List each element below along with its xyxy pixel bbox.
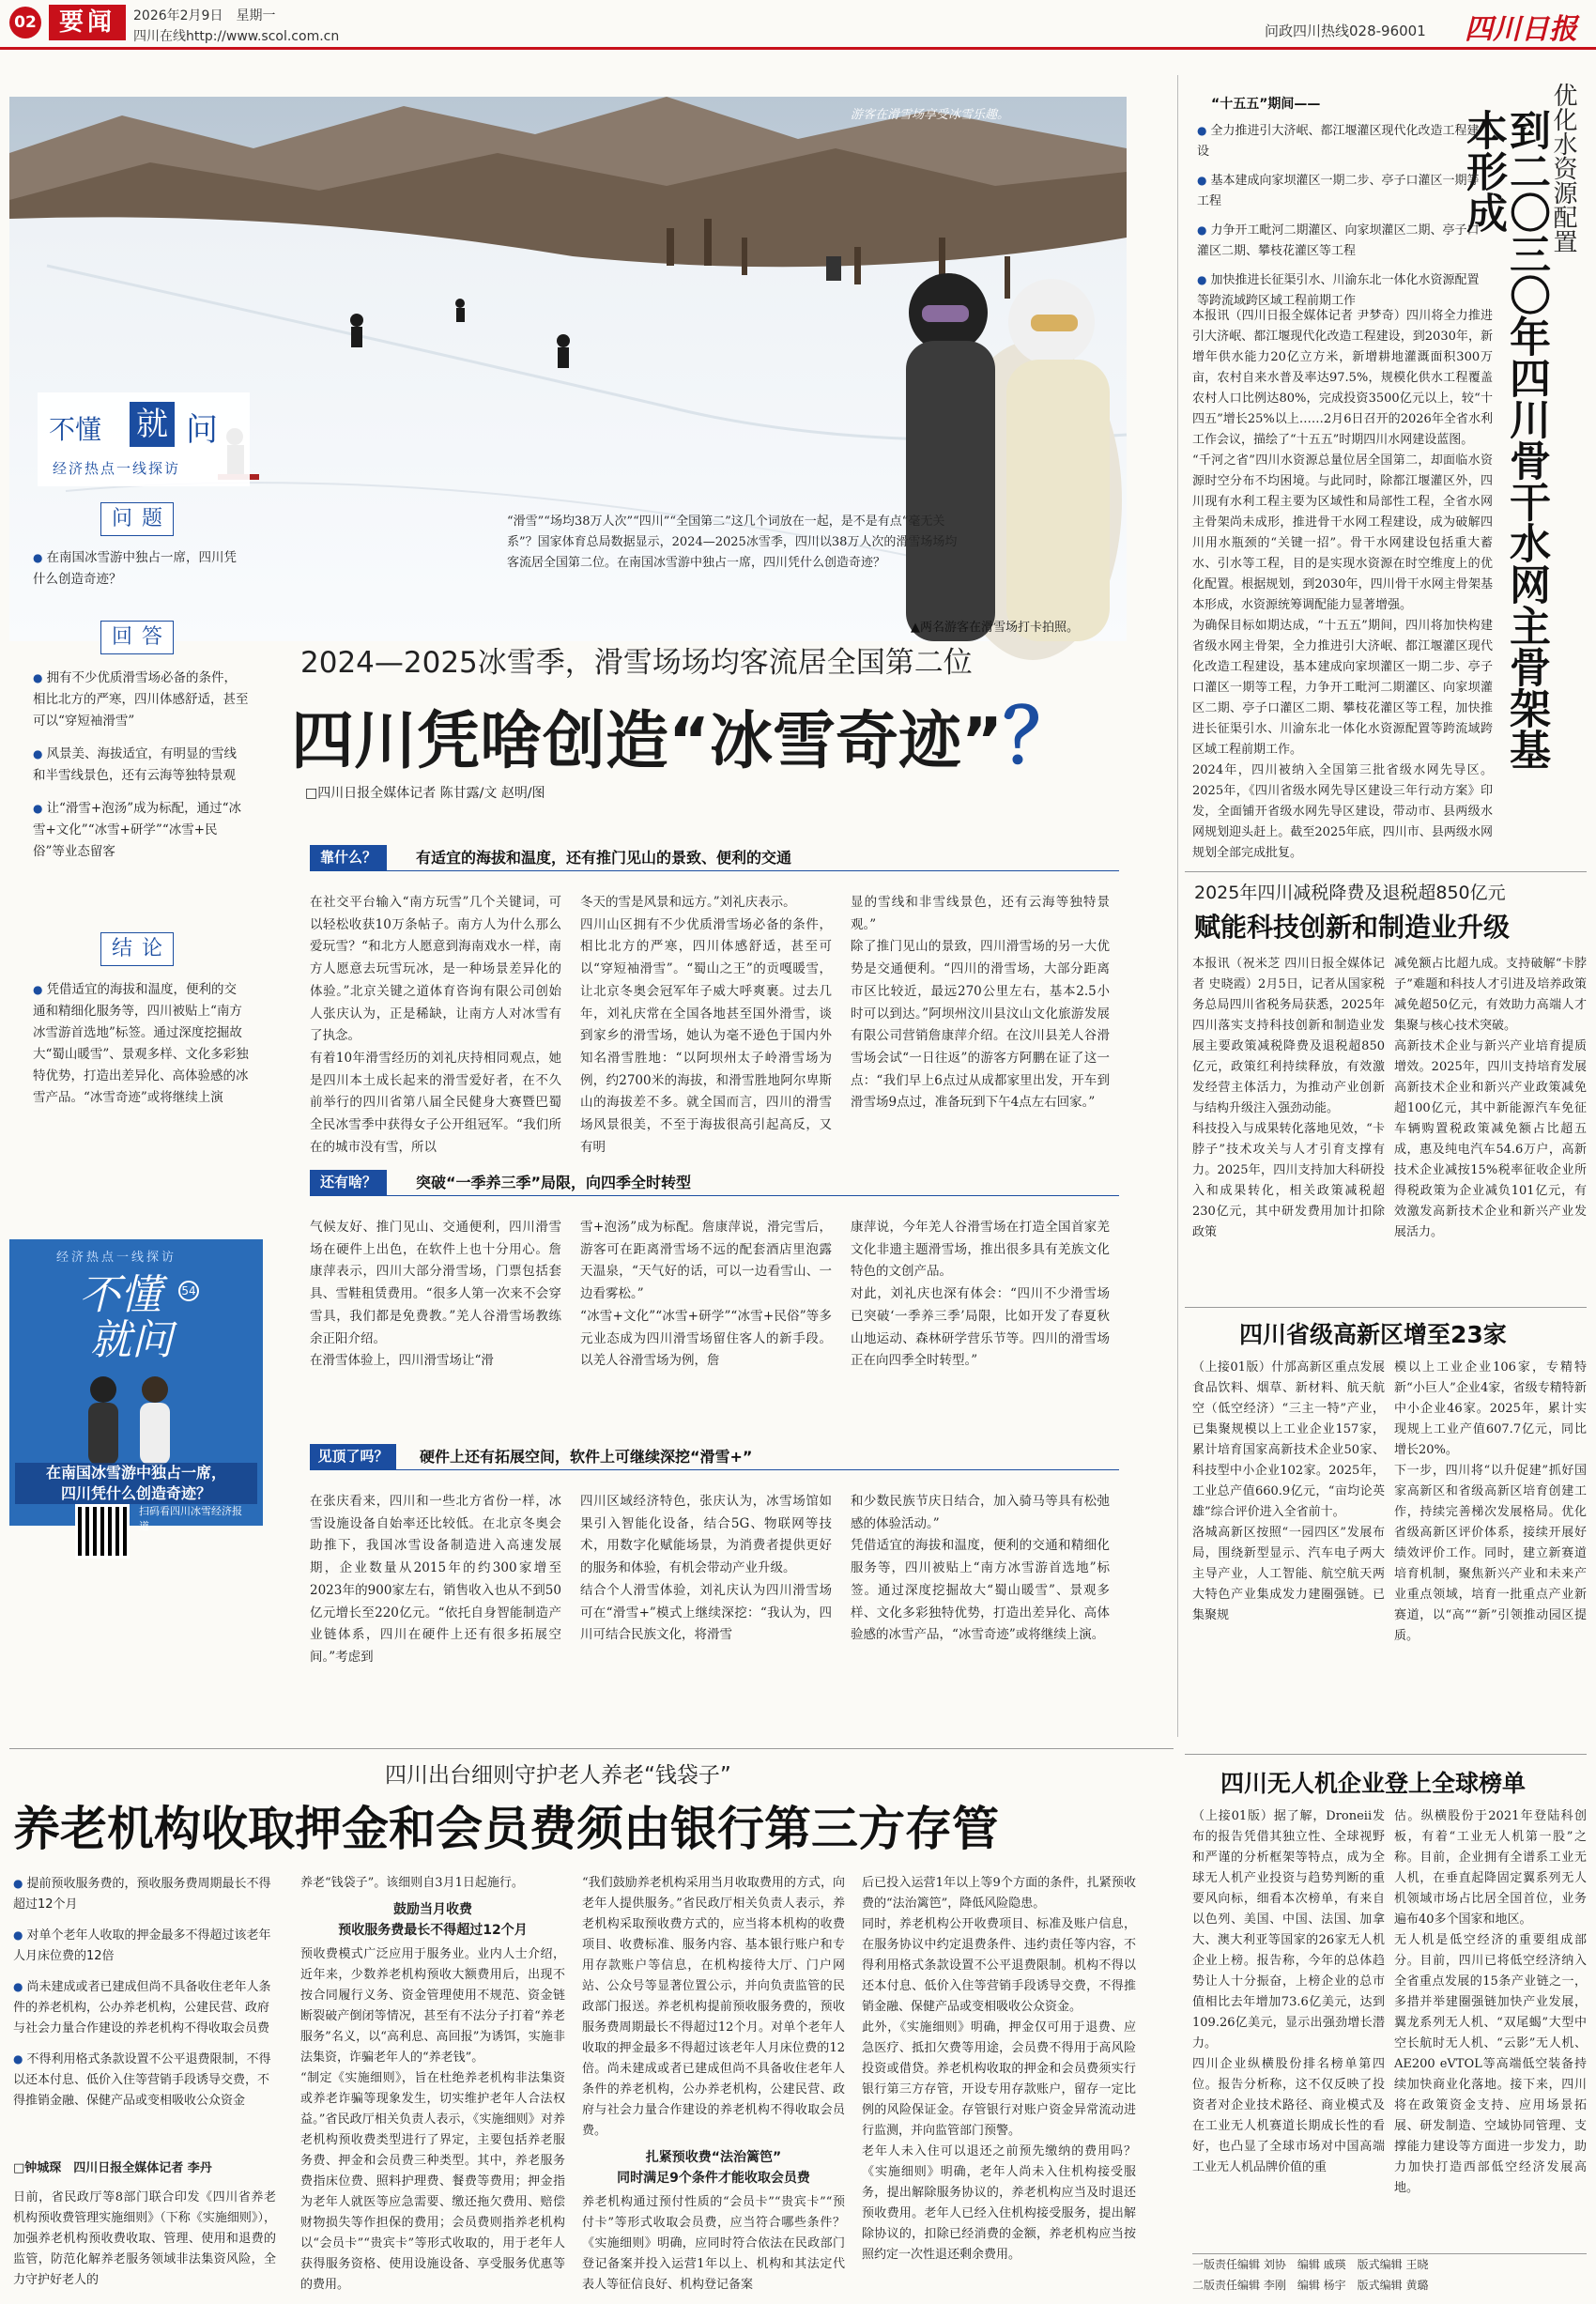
water-box-item: ● 基本建成向家坝灌区一期二步、亭子口灌区一期等工程 [1197, 170, 1488, 212]
elder-col-1: 日前，省民政厅等8部门联合印发《四川省养老机构预收费管理实施细则》（下称《实施细则》），加强养老机构预收费收取、管理、使用和退费的监管，防范化解养老服务领域非法集资风险，全力守护好老人的 [13, 2190, 276, 2287]
promo-header: 经济热点一线探访 [56, 1251, 177, 1265]
hero-kicker: 2024—2025冰雪季，滑雪场场均客流居全国第二位 [300, 646, 973, 680]
elder-col-2-lead: 养老“钱袋子”。该细则自3月1日起施行。 [300, 1876, 524, 1890]
promo-figures [66, 1371, 197, 1465]
column-divider [1177, 75, 1178, 1737]
elder-bullets [13, 1873, 276, 2121]
elder-top-rule [9, 1748, 1174, 1749]
promo-logo [79, 1273, 173, 1363]
elder-sub-2 [582, 2147, 845, 2189]
issue-date: 2026年2月9日 星期一 [133, 8, 276, 23]
hero-byline: □四川日报全媒体记者 陈甘露/文 赵明/图 [305, 786, 545, 801]
conclusion-text [33, 979, 249, 1120]
article-section-2 [296, 1170, 1122, 1433]
elder-sub-1 [300, 1899, 565, 1941]
drone-rule [1185, 1754, 1587, 1755]
elder-col-3 [582, 1873, 845, 2300]
page-number: 02 [9, 7, 41, 38]
elder-bullet: ● 对单个老年人收取的押金最多不得超过该老年人月床位费的12倍 [13, 1925, 276, 1967]
section-2-col-1: 气候友好、推门见山、交通便利，四川滑雪场在硬件上出色，在软件上也十分用心。詹康萍表示，四川大部分滑雪场，门票包括套具、雪鞋租赁费用。“很多人第一次来不会穿雪具，我们都是免费教。”羌人谷滑雪场教练余正阳介绍。 在滑雪体验上，四川滑雪场让“滑 [310, 1220, 561, 1369]
editor-credits [1192, 2253, 1587, 2296]
promo-qr-code [75, 1504, 130, 1559]
column-badge [38, 392, 250, 486]
section-2-rule [310, 1195, 1119, 1196]
conclusion-body: ● 凭借适宜的海拔和温度，便利的交通和精细化服务等，四川被贴上“南方冰雪游首选地”标签。通过深度挖掘故大“蜀山暖雪”、景观多样、文化多彩独特优势，打造出差异化、高体验感的冰雪产品。“冰雪奇迹”或将继续上演 [33, 979, 249, 1109]
tax-col-2: 减免额占比超九成。支持破解“卡脖子”难题和科技人才引进及培养政策减免超50亿元，有效助力高端人才集聚与核心技术突破。 高新技术企业与新兴产业培育提质增效。2025年，四川支持培育发展高新技术企业和新兴产业政策减免超100亿元，其中新能源汽车免征车辆购置税政策减免额占比超五成，惠及纯电汽车54.6万户，高新技术企业减按15%税率征收企业所得税政策为企业减负101亿元，有效激发高新技术企业和新兴产业发展活力。 [1394, 957, 1587, 1239]
hitech-title: 四川省级高新区增至23家 [1239, 1321, 1507, 1348]
section-2-col-3: 康萍说，今年羌人谷滑雪场在打造全国首家羌文化非遗主题滑雪场，推出很多具有羌族文化特色的文创产品。 对此，刘礼庆也深有体会：“四川不少滑雪场已突破‘一季养三季’局限，比如开发了春夏秋山地运动、森林研学营乐节等。四川的滑雪场正在向四季全时转型。” [851, 1220, 1110, 1369]
section-1-tag: 靠什么？ [310, 845, 387, 870]
elder-col-2 [300, 1873, 565, 2300]
tax-subtitle: 2025年四川减税降费及退税超850亿元 [1194, 883, 1506, 903]
section-3-rule [310, 1469, 1119, 1470]
question-label: 问题 [100, 502, 174, 536]
hero-title-main: 四川凭啥创造 [291, 704, 668, 777]
promo-box [9, 1239, 263, 1532]
section-3-col-1: 在张庆看来，四川和一些北方省份一样，冰雪设施设备自始率还比较低。在北京冬奥会助推下，我国冰雪设备制造进入高速发展期，企业数量从2015年的约300家增至2023年的900家左右，销售收入也从不到50亿元增长至220亿元。“依托自身智能制造产业链体系，四川在硬件上还有很多拓展空间。”考虑到 [310, 1494, 561, 1665]
promo-issue-badge: 54 [178, 1281, 199, 1301]
water-box-item: ● 力争开工毗河二期灌区、向家坝灌区二期、亭子口灌区二期、攀枝花灌区等工程 [1197, 220, 1488, 262]
elder-bullet: ● 不得利用格式条款设置不公平退费限制，不得以还本付息、低价入住等营销手段诱导交费，不得推销金融、保健产品或变相吸收公众资金 [13, 2049, 276, 2112]
section-1-rule [310, 870, 1119, 871]
drone-title: 四川无人机企业登上全球榜单 [1220, 1770, 1527, 1797]
column-title-right: 问 [186, 411, 218, 449]
answer-list [33, 668, 249, 874]
elder-col-4: 后已投入运营1年以上等9个方面的条件，扎紧预收费的“法治篱笆”，降低风险隐患。 同时，养老机构公开收费项目、标准及账户信息，在服务协议中约定退费条件、违约责任等内容，不得利用格式条款设置不公平退费限制。机构不得以还本付息、低价入住等营销手段诱导交费，不得推销金融、保健产品或变相吸收公众资金。 此外，《实施细则》明确，押金仅可用于退费、应急医疗、抵扣欠费等用途，会员费不得用于高风险投资或借贷。养老机构收取的押金和会员费须实行银行第三方存管，开设专用存款账户，留存一定比例的风险保证金。存管银行对账户资金异常流动进行监测，并向监管部门预警。 老年人未入住可以退还之前预先缴纳的费用吗？《实施细则》明确，老年人尚未入住机构接受服务，提出解除服务协议的，养老机构应当及时退还预收费用。老年人已经入住机构接受服务，提出解除协议的，扣除已经消费的金额，养老机构应当按照约定一次性退还剩余费用。 [862, 1876, 1136, 2262]
water-box-item: ● 全力推进引大济岷、都江堰灌区现代化改造工程建设 [1197, 120, 1488, 162]
page-header [0, 0, 1596, 49]
section-2-tag: 还有啥？ [310, 1170, 387, 1195]
hero-title-quote: “冰雪奇迹” [668, 704, 1004, 777]
column-subtitle: 经济热点一线探访 [53, 460, 181, 477]
promo-headline-1: 在南国冰雪游中独占一席， [45, 1464, 226, 1482]
promo-headline-2: 四川凭什么创造奇迹？ [60, 1484, 211, 1502]
section-3-tag: 见顶了吗？ [310, 1444, 396, 1469]
water-body: 本报讯（四川日报全媒体记者 尹梦奇）四川将全力推进引大济岷、都江堰现代化改造工程建设，到2030年，新增年供水能力20亿立方米，新增耕地灌溉面积300万亩，农村自来水普及率达97.5%，规模化供水工程覆盖农村人口比例达80%，完成投资3500亿元以上，较“十四五”增长25%以上……2月6日召开的2026年全省水利工作会议，描绘了“十五五”时期四川水网建设蓝图。 “千河之省”四川水资源总量位居全国第二，却面临水资源时空分布不均困境。与此同时，除都江堰灌区外，四川现有水利工程主要为区域性和局部性工程，全省水网主骨架尚未成形，推进骨干水网工程建设，成为破解四川用水瓶颈的“关键一招”。骨干水网建设包括重大蓄水、引水等工程，目的是实现水资源在时空维度上的优化配置。根据规划，到2030年，四川骨干水网主骨架基本形成，水资源统筹调配能力显著增强。 为确保目标如期达成，“十五五”期间，四川将加快构建省级水网主骨架，全力推进引大济岷、都江堰灌区现代化改造工程建设，基本建成向家坝灌区一期二步、亭子口灌区一期等工程，力争开工毗河二期灌区、向家坝灌区二期、亭子口灌区二期、攀枝花灌区等工程，加快推进长征渠引水、川渝东北一体化水资源配置等跨流域跨区域工程前期工作。 2024年，四川被纳入全国第三批省级水网先导区。2025年，《四川省级水网先导区建设三年行动方案》印发，全面铺开省级水网先导区建设，带动市、县两级水网规划迎头赶上。截至2025年底，四川市、县两级水网规划全部完成批复。 [1192, 309, 1493, 860]
credit-line: 一版责任编辑 刘协 编辑 戚瑛 版式编辑 王晓 [1192, 2258, 1429, 2271]
website: 四川在线http://www.scol.com.cn [133, 29, 340, 44]
conclusion-label: 结论 [100, 932, 174, 966]
drone-col-2: 估。纵横股份于2021年登陆科创板，有着“工业无人机第一股”之称。目前，企业拥有全谱系工业无人机，在垂直起降固定翼系列无人机领域市场占比居全国首位，业务遍布40多个国家和地区。 无人机是低空经济的重要组成部分。目前，四川已将低空经济纳入全省重点发展的15条产业链之一，多措并举建圈强链加快产业发展，翼龙系列无人机、“双尾蝎”大型中空长航时无人机、“云影”无人机、AE200 eVTOL等高端低空装备持续加快商业化落地。接下来，四川将在政策资金支持、应用场景拓展、研发制造、空域协同管理、支撑能力建设等方面进一步发力，助力加快打造西部低空经济发展高地。 [1394, 1809, 1587, 2195]
tax-title: 赋能科技创新和制造业升级 [1194, 912, 1511, 943]
hitech-col-2: 模以上工业企业106家，专精特新“小巨人”企业4家，省级专精特新中小企业46家。2025年，累计实现规上工业产值607.7亿元，同比增长20%。 下一步，四川将“以升促建”抓好国家高新区和省级高新区培育创建工作，持续完善梯次发展格局。优化省级高新区评价体系，接续开展好绩效评价工作。同时，建立新赛道培育机制，聚焦新兴产业和未来产业重点领域，培育一批重点产业新赛道，以“高”“新”引领推动园区提质。 [1394, 1360, 1587, 1643]
answer-label: 回答 [100, 621, 174, 654]
photo-caption: ▲两名游客在滑雪场打卡拍照。 [911, 621, 1079, 635]
header-rule [0, 47, 1596, 50]
section-1-col-2: 冬天的雪是风景和远方。”刘礼庆表示。 四川山区拥有不少优质滑雪场必备的条件，相比北方的严寒，四川体感舒适，甚至可以“穿短袖滑雪”。“蜀山之王”的贡嘎暖雪，让北京冬奥会冠军年子威大呼爽裹。过去几年，刘礼庆常在全国各地甚至国外滑雪，谈到家乡的滑雪场，她认为毫不逊色于国内外知名滑雪胜地：“以阿坝州太子岭滑雪场为例，约2700米的海拔，和滑雪胜地阿尔卑斯山的海拔差不多。就全国而言，四川的滑雪场风景很美，不至于海拔很高引起高反，又有明 [580, 895, 832, 1155]
section-1-col-1: 在社交平台输入“南方玩雪”几个关键词，可以轻松收获10万条帖子。南方人为什么那么爱玩雪？“和北方人愿意到海南戏水一样，南方人愿意去玩雪玩冰，是一种场景差异化的体验。”北京关键之道体育咨询有限公司创始人张庆认为，正是稀缺，让南方人对冰雪有了执念。 有着10年滑雪经历的刘礼庆持相同观点，她是四川本土成长起来的滑雪爱好者，在不久前举行的四川省第八届全民健身大赛暨巴蜀全民冰雪季中获得女子公开组冠军。“我们所在的城市没有雪，所以 [310, 895, 561, 1155]
promo-qr-note: 扫码看四川冰雪经济报道 [139, 1505, 242, 1532]
column-title-mid: 就 [130, 402, 175, 447]
section-3-col-2: 四川区域经济特色，张庆认为，冰雪场馆如果引入智能化设备，结合5G、物联网等技术，用数字化赋能场景，为消费者提供更好的服务和体验，有机会带动产业升级。 结合个人滑雪体验，刘礼庆认为四川滑雪场可在“滑雪+”模式上继续深挖：“我认为，四川可结合民族文化，将滑雪 [580, 1494, 832, 1643]
qa-sidebar [33, 502, 249, 1141]
hero-title [291, 676, 1078, 784]
hero-title-qmark: ？ [1003, 693, 1079, 780]
elder-sub-1a: 鼓励当月收费 [393, 1902, 472, 1917]
water-title-main: 到二〇三〇年四川骨干水网主骨架基本形成 [1459, 109, 1550, 770]
elder-bullet: ● 尚未建成或者已建成但尚不具备收住老年人条件的养老机构，公办养老机构，公建民营、政府与社会力量合作建设的养老机构不得收取会员费 [13, 1976, 276, 2039]
answer-item: ● 拥有不少优质滑雪场必备的条件，相比北方的严寒，四川体感舒适，甚至可以“穿短袖滑雪” [33, 668, 249, 732]
elder-col-2-body: 预收费模式广泛应用于服务业。业内人士介绍，近年来，少数养老机构预收大额费用后，出现不按合同履行义务、资金管理使用不规范、资金链断裂破产倒闭等情况，甚至有不法分子打着“养老服务”名义，以“高利息、高回报”为诱饵，实施非法集资，诈骗老年人的“养老钱”。 “制定《实施细则》，旨在杜绝养老机构非法集资或养老诈骗等现象发生，切实维护老年人合法权益。”省民政厅相关负责人表示，《实施细则》对养老机构预收费类型进行了界定，主要包括养老服务费、押金和会员费三种类型。其中，养老服务费指床位费、照料护理费、餐费等费用；押金指为老年人就医等应急需要、缴还拖欠费用、赔偿财物损失等作担保的费用；会员费则指养老机构以“会员卡”“贵宾卡”等形式收取的，用于老年人获得服务资格、使用设施设备、享受服务优惠等的费用。 [300, 1947, 565, 2292]
section-3-col-3: 和少数民族节庆日结合，加入骑马等具有松弛感的体验活动。” 凭借适宜的海拔和温度，便利的交通和精细化服务等，四川被贴上“南方冰雪游首选地”标签。通过深度挖掘故大“蜀山暖雪”、景观多样、文化多彩独特优势，打造出差异化、高体验感的冰雪产品，“冰雪奇迹”或将继续上演。 [851, 1494, 1110, 1643]
question-body: ● 在南国冰雪游中独占一席，四川凭什么创造奇迹？ [33, 547, 249, 591]
article-section-3 [296, 1444, 1122, 1749]
section-name: 要闻 [49, 5, 126, 40]
elder-title: 养老机构收取押金和会员费须由银行第三方存管 [13, 1802, 999, 1856]
section-2-title: 突破“一季养三季”局限，向四季全时转型 [416, 1174, 692, 1191]
tax-col-1: 本报讯（祝米芝 四川日报全媒体记者 史晓霞）2月5日，记者从国家税务总局四川省税务局获悉，2025年四川落实支持科技创新和制造业发展主要政策减税降费及退税超850亿元，政策红利持续释放，有效激发经营主体活力，为推动产业创新与结构升级注入强劲动能。 科技投入与成果转化落地见效，“卡脖子”技术攻关与人才引育支撑有力。2025年，四川支持加大科研投入和成果转化，相关政策减税超230亿元，其中研发费用加计扣除政策 [1192, 957, 1385, 1239]
elder-col-3-tail: 养老机构通过预付性质的“会员卡”“贵宾卡”“预付卡”等形式收取会员费，应当符合哪些条件？《实施细则》明确，应同时符合依法在民政部门登记备案并投入运营1年以上、机构和其法定代表人等征信良好、机构登记备案 [582, 2195, 845, 2292]
credit-line: 二版责任编辑 李刚 编辑 杨宇 版式编辑 黄璐 [1192, 2279, 1429, 2292]
answer-item: ● 让“滑雪+泡汤”成为标配，通过“冰雪+文化”“冰雪+研学”“冰雪+民俗”等业态留客 [33, 798, 249, 863]
water-box-list [1197, 120, 1488, 319]
elder-sub-2b: 同时满足9个条件才能收取会员费 [617, 2171, 810, 2186]
article-section-1 [296, 845, 1122, 1155]
section-1-col-3: 显的雪线和非雪线景色，还有云海等独特景观。” 除了推门见山的景致，四川滑雪场的另一大优势是交通便利。“四川的滑雪场，大部分距离市区比较近，最远270公里左右，基本2.5小时可以到达。”阿坝州汶川县汶山文化旅游发展有限公司营销詹康萍介绍。在汶川县羌人谷滑雪场会试“一日往返”的游客方阿鹏在证了这一点：“我们早上6点过从成都家里出发，开车到滑雪场9点过，准备玩到下午4点左右回家。” [851, 895, 1110, 1111]
elder-kicker: 四川出台细则守护老人养老“钱袋子” [385, 1763, 731, 1788]
elder-sub-1b: 预收服务费最长不得超过12个月 [338, 1923, 528, 1938]
elder-sub-2a: 扎紧预收费“法治篱笆” [645, 2150, 782, 2165]
elder-byline: □钟城琛 四川日报全媒体记者 李丹 [13, 2161, 212, 2175]
promo-logo-line1: 不懂 [79, 1271, 161, 1319]
question-text [33, 547, 249, 602]
tax-rule [1185, 871, 1587, 872]
answer-item: ● 风景美、海拔适宜，有明显的雪线和半雪线景色，还有云海等独特景观 [33, 744, 249, 787]
water-title-side: 优化水资源配置 [1549, 83, 1577, 253]
hitech-col-1: （上接01版）什邡高新区重点发展食品饮料、烟草、新材料、航天航空（低空经济）“三主一特”产业，已集聚规模以上工业企业157家，累计培育国家高新技术企业50家、科技型中小企业102家。2025年，工业总产值660.9亿元，“亩均论英雄”综合评价进入全省前十。 洛城高新区按照“一园四区”发展布局，围绕新型显示、汽车电子两大主导产业，人工智能、航空航天两大特色产业集成发力建圈强链。已集聚规 [1192, 1360, 1385, 1622]
water-highlight-box [1192, 94, 1493, 308]
section-1-title: 有适宜的海拔和温度，还有推门见山的景致、便利的交通 [416, 849, 792, 867]
elder-bullet: ● 提前预收服务费的，预收服务费周期最长不得超过12个月 [13, 1873, 276, 1915]
promo-headline [15, 1463, 257, 1504]
column-title-left: 不懂 [49, 414, 102, 445]
elder-col-3-body: “我们鼓励养老机构采用当月收取费用的方式，向老年人提供服务。”省民政厅相关负责人表示，养老机构采取预收费方式的，应当将本机构的收费项目、收费标准、服务内容、基本银行账户和专用存款账户等信息，在机构接待大厅、门户网站、公众号等显著位置公示，并向负责监管的民政部门报送。养老机构提前预收服务费的，预收服务费周期最长不得超过12个月。对单个老年人收取的押金最多不得超过该老年人月床位费的12倍。尚未建成或者已建成但尚不具备收住老年人条件的养老机构，公办养老机构，公建民营、政府与社会力量合作建设的养老机构不得收取会员费。 [582, 1876, 845, 2138]
water-box-heading: “十五五”期间—— [1211, 97, 1321, 112]
section-2-col-2: 雪+泡汤”成为标配。詹康萍说，滑完雪后，游客可在距离滑雪场不远的配套酒店里泡露天温泉，“天气好的话，可以一边看雪山、一边看雾松。” “冰雪+文化”“冰雪+研学”“冰雪+民俗”等多元业态成为四川滑雪场留住客人的新手段。以羌人谷滑雪场为例，詹 [580, 1220, 832, 1369]
masthead-logo: 四川日报 [1465, 13, 1577, 46]
drone-col-1: （上接01版）据了解，Droneii发布的报告凭借其独立性、全球视野和严谨的分析框架等特点，成为全球无人机产业投资与趋势判断的重要风向标，细看本次榜单，有来自以色列、美国、中国、法国、加拿大、澳大利亚等国家的26家无人机企业上榜。报告称，今年的总体趋势让人十分振奋，上榜企业的总市值相比去年增加73.6亿美元，达到109.26亿美元，显示出强劲增长潜力。 四川企业纵横股份排名榜单第四位。报告分析称，这不仅反映了投资者对企业技术路径、商业模式及在工业无人机赛道长期成长性的看好，也凸显了全球市场对中国高端工业无人机品牌价值的重 [1192, 1809, 1385, 2174]
photo-top-caption: 游客在滑雪场享受冰雪乐趣。 [851, 108, 1010, 122]
water-title [1459, 83, 1587, 777]
promo-logo-line2: 就问 [90, 1316, 173, 1364]
hitech-rule [1185, 1307, 1587, 1308]
hotline: 问政四川热线028-96001 [1265, 23, 1426, 39]
section-3-title: 硬件上还有拓展空间，软件上可继续深挖“滑雪+” [420, 1448, 753, 1466]
hero-intro: “滑雪”“场均38万人次”“四川”“全国第二”这几个词放在一起，是不是有点“毫无关系”？国家体育总局数据显示，2024—2025冰雪季，四川以38万人次的滑雪场场均客流居全国第二位。在南国冰雪游中独占一席，四川凭什么创造奇迹？ [507, 515, 958, 570]
water-box-item: ● 加快推进长征渠引水、川渝东北一体化水资源配置等跨流域跨区域工程前期工作 [1197, 269, 1488, 312]
